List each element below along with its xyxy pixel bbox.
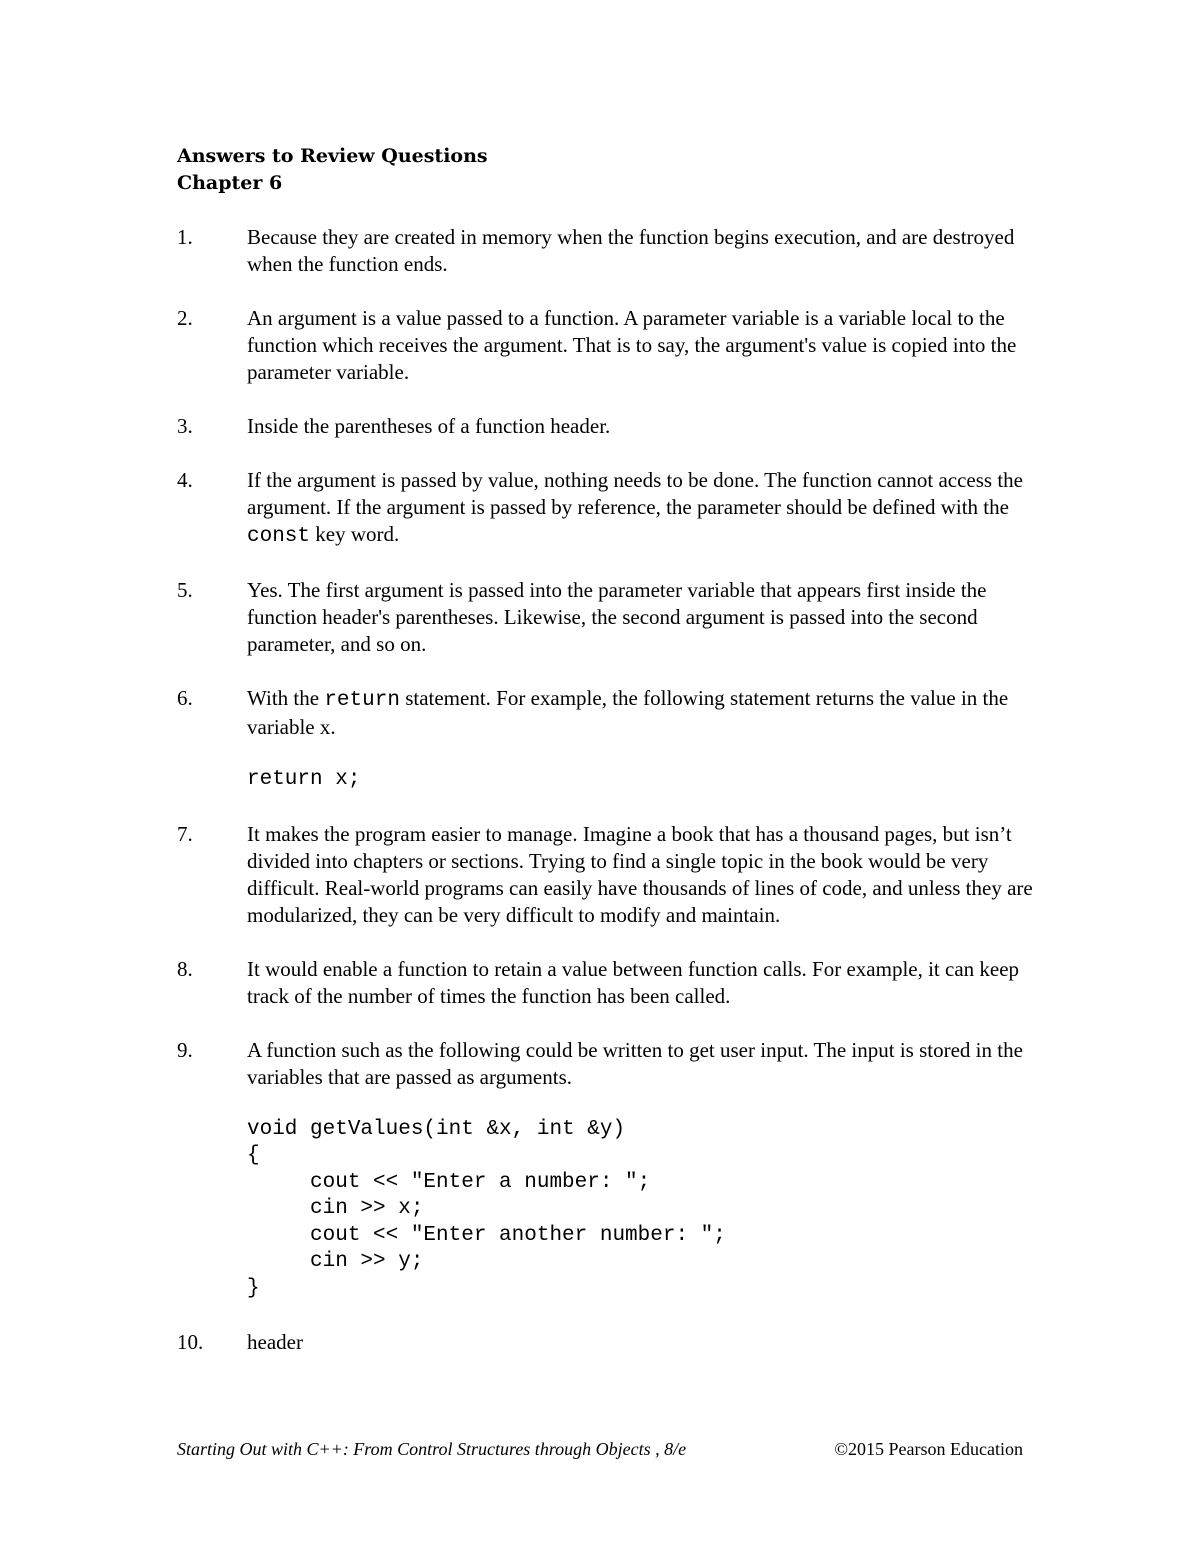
code-block [247, 1117, 1037, 1303]
answer-text-part: . [330, 715, 336, 739]
answer-item-5 [177, 577, 1037, 658]
answer-number: 2. [177, 306, 193, 330]
answer-item-1 [177, 224, 1037, 278]
code-line: cin >> y; [247, 1250, 424, 1273]
answer-number: 6. [177, 686, 193, 710]
answer-text-part: key word. [310, 522, 400, 546]
document-title: Answers to Review Questions [177, 145, 488, 167]
answer-item-3 [177, 413, 1037, 440]
answer-item-8 [177, 956, 1037, 1010]
answer-item-6 [177, 685, 1037, 794]
answer-text-part: With the [247, 686, 325, 710]
code-line: cout << "Enter a number: "; [247, 1170, 651, 1194]
code-line: { [247, 1144, 260, 1167]
document-heading [177, 143, 488, 197]
answer-text [247, 467, 1037, 550]
answer-item-10 [177, 1329, 1037, 1356]
code-line: cin >> x; [247, 1197, 424, 1220]
footer-book-title: Starting Out with C++: From Control Structures through Objects , 8/e [177, 1439, 687, 1459]
answer-text: header [247, 1330, 303, 1354]
answer-number: 5. [177, 578, 193, 602]
answer-item-9 [177, 1037, 1037, 1303]
answer-number: 7. [177, 821, 193, 846]
code-block [247, 767, 1037, 794]
footer-copyright: ©2015 Pearson Education [834, 1439, 1023, 1459]
inline-variable: x [319, 715, 331, 739]
answer-text-part: If the argument is passed by value, nothing needs to be done. The function cannot access the argument. If the argument is passed by reference, the parameter should be defined with the [247, 468, 1024, 519]
answer-item-7 [177, 821, 1037, 929]
chapter-title: Chapter 6 [177, 172, 283, 194]
inline-code: return [324, 689, 400, 712]
answer-number: 9. [177, 1037, 193, 1062]
answer-item-4 [177, 467, 1037, 550]
answer-text: A function such as the following could be written to get user input. The input is stored in the variables that are passed as arguments. [247, 1037, 1023, 1089]
answer-number: 4. [177, 468, 193, 492]
answer-text: Inside the parentheses of a function header. [247, 414, 611, 438]
answer-text [247, 685, 1037, 741]
answer-text-part: statement. For example, the following statement returns the value in the variable [247, 686, 1009, 739]
answer-text: Because they are created in memory when the function begins execution, and are destroyed when the function ends. [247, 225, 1015, 276]
answer-number: 1. [177, 225, 193, 249]
answers-list [177, 224, 1037, 1383]
answer-number: 10. [177, 1330, 204, 1354]
code-line: } [247, 1276, 260, 1300]
answer-number: 8. [177, 956, 193, 981]
answer-text: An argument is a value passed to a function. A parameter variable is a variable local to the function which receives the argument. That is to say, the argument's value is copied into the parameter variable. [247, 306, 1017, 384]
answer-text: Yes. The first argument is passed into the parameter variable that appears first inside the function header's parentheses. Likewise, the second argument is passed into the second parameter, and so on. [247, 578, 987, 656]
code-line: cout << "Enter another number: "; [247, 1223, 726, 1247]
inline-code: const [247, 525, 311, 548]
answer-text: It makes the program easier to manage. Imagine a book that has a thousand pages, but isn’t divided into chapters or sections. Trying to find a single topic in the book would be very difficult. Real-world programs can easily have thousands of lines of code, and unless they are modularized, they can be very difficult to modify and maintain. [247, 821, 1033, 927]
answer-item-2 [177, 305, 1037, 386]
answer-text: It would enable a function to retain a value between function calls. For example, it can keep track of the number of times the function has been called. [247, 956, 1020, 1008]
answer-number: 3. [177, 414, 193, 438]
code-line: void getValues(int &x, int &y) [247, 1117, 626, 1141]
code-line: return x; [247, 768, 361, 791]
